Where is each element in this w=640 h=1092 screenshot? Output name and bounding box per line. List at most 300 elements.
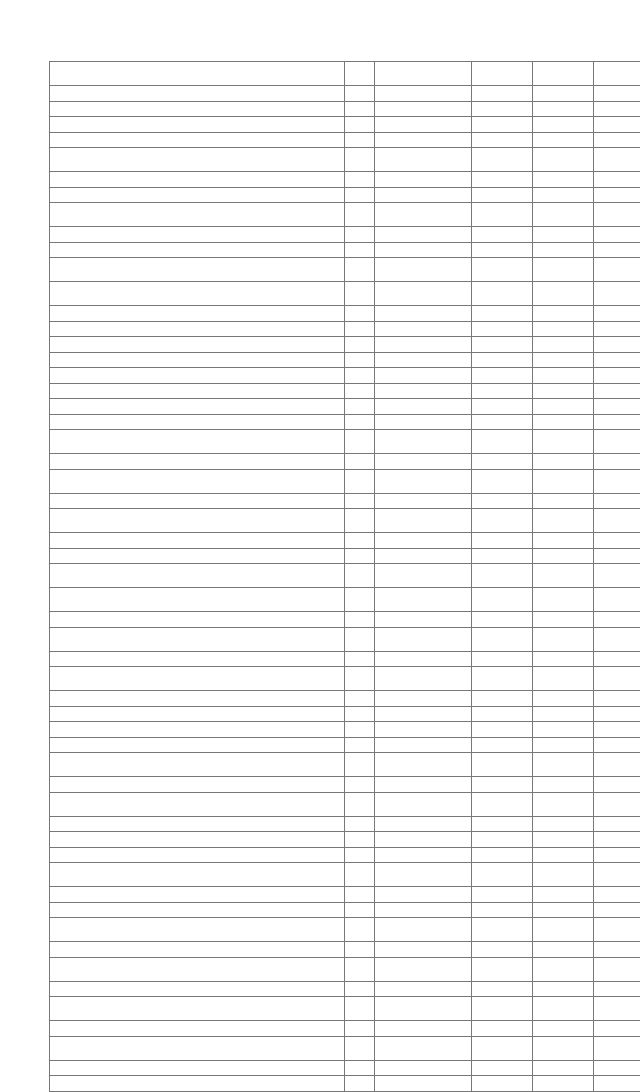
row-executed-cell [533, 1021, 594, 1037]
row-plan-cell [472, 627, 533, 651]
row-executed-cell [533, 454, 594, 470]
row-classification-cell [375, 832, 472, 848]
row-plan-cell [472, 203, 533, 227]
row-name-cell [50, 832, 345, 848]
row-executed-cell [533, 430, 594, 454]
row-name-cell [50, 172, 345, 188]
table-row [50, 337, 640, 353]
row-classification-cell [375, 117, 472, 133]
row-remaining-cell [594, 691, 640, 707]
row-executed-cell [533, 86, 594, 102]
table-row [50, 1036, 640, 1060]
row-name-cell [50, 588, 345, 612]
row-remaining-cell [594, 533, 640, 549]
row-code-cell [345, 306, 375, 322]
table-row [50, 148, 640, 172]
row-name-cell [50, 282, 345, 306]
row-classification-cell [375, 258, 472, 282]
row-remaining-cell [594, 667, 640, 691]
row-executed-cell [533, 383, 594, 399]
row-name-cell [50, 792, 345, 816]
row-plan-cell [472, 863, 533, 887]
row-plan-cell [472, 1076, 533, 1092]
row-name-cell [50, 564, 345, 588]
row-plan-cell [472, 493, 533, 509]
row-remaining-cell [594, 352, 640, 368]
row-name-cell [50, 942, 345, 958]
row-classification-cell [375, 1076, 472, 1092]
row-classification-cell [375, 1060, 472, 1076]
table-row [50, 368, 640, 384]
table-row [50, 352, 640, 368]
row-classification-cell [375, 399, 472, 415]
row-code-cell [345, 62, 375, 86]
row-plan-cell [472, 548, 533, 564]
row-plan-cell [472, 612, 533, 628]
row-remaining-cell [594, 548, 640, 564]
row-name-cell [50, 383, 345, 399]
row-code-cell [345, 588, 375, 612]
row-name-cell [50, 469, 345, 493]
row-remaining-cell [594, 227, 640, 243]
table-row [50, 454, 640, 470]
row-executed-cell [533, 816, 594, 832]
row-classification-cell [375, 533, 472, 549]
row-plan-cell [472, 86, 533, 102]
row-code-cell [345, 737, 375, 753]
row-executed-cell [533, 533, 594, 549]
row-name-cell [50, 368, 345, 384]
row-classification-cell [375, 564, 472, 588]
row-code-cell [345, 227, 375, 243]
row-classification-cell [375, 493, 472, 509]
row-code-cell [345, 282, 375, 306]
row-plan-cell [472, 282, 533, 306]
row-code-cell [345, 1036, 375, 1060]
table-row [50, 863, 640, 887]
row-code-cell [345, 258, 375, 282]
row-executed-cell [533, 132, 594, 148]
row-executed-cell [533, 777, 594, 793]
table-row [50, 1060, 640, 1076]
row-code-cell [345, 832, 375, 848]
row-name-cell [50, 957, 345, 981]
table-row [50, 258, 640, 282]
row-remaining-cell [594, 816, 640, 832]
row-plan-cell [472, 918, 533, 942]
row-remaining-cell [594, 454, 640, 470]
row-name-cell [50, 722, 345, 738]
row-classification-cell [375, 847, 472, 863]
row-code-cell [345, 337, 375, 353]
row-executed-cell [533, 847, 594, 863]
row-classification-cell [375, 509, 472, 533]
row-name-cell [50, 1021, 345, 1037]
row-executed-cell [533, 399, 594, 415]
row-remaining-cell [594, 651, 640, 667]
table-row [50, 493, 640, 509]
row-executed-cell [533, 942, 594, 958]
row-executed-cell [533, 981, 594, 997]
table-row [50, 887, 640, 903]
row-remaining-cell [594, 383, 640, 399]
row-plan-cell [472, 454, 533, 470]
row-executed-cell [533, 792, 594, 816]
row-plan-cell [472, 722, 533, 738]
table-row [50, 651, 640, 667]
row-code-cell [345, 172, 375, 188]
row-code-cell [345, 454, 375, 470]
table-row [50, 203, 640, 227]
row-name-cell [50, 612, 345, 628]
row-remaining-cell [594, 414, 640, 430]
row-name-cell [50, 918, 345, 942]
row-executed-cell [533, 1076, 594, 1092]
row-plan-cell [472, 187, 533, 203]
row-executed-cell [533, 627, 594, 651]
row-code-cell [345, 548, 375, 564]
row-classification-cell [375, 352, 472, 368]
row-classification-cell [375, 706, 472, 722]
row-executed-cell [533, 588, 594, 612]
row-executed-cell [533, 368, 594, 384]
row-plan-cell [472, 847, 533, 863]
row-plan-cell [472, 352, 533, 368]
row-name-cell [50, 399, 345, 415]
table-row [50, 612, 640, 628]
row-executed-cell [533, 918, 594, 942]
row-classification-cell [375, 863, 472, 887]
row-executed-cell [533, 493, 594, 509]
row-code-cell [345, 493, 375, 509]
row-plan-cell [472, 1036, 533, 1060]
row-classification-cell [375, 737, 472, 753]
row-plan-cell [472, 942, 533, 958]
row-name-cell [50, 337, 345, 353]
table-row [50, 414, 640, 430]
row-classification-cell [375, 777, 472, 793]
row-classification-cell [375, 469, 472, 493]
row-code-cell [345, 86, 375, 102]
row-plan-cell [472, 816, 533, 832]
row-plan-cell [472, 414, 533, 430]
row-remaining-cell [594, 887, 640, 903]
row-name-cell [50, 306, 345, 322]
table-row [50, 847, 640, 863]
row-code-cell [345, 1021, 375, 1037]
row-name-cell [50, 227, 345, 243]
row-remaining-cell [594, 942, 640, 958]
row-remaining-cell [594, 101, 640, 117]
row-plan-cell [472, 887, 533, 903]
row-name-cell [50, 651, 345, 667]
row-classification-cell [375, 321, 472, 337]
row-name-cell [50, 509, 345, 533]
row-code-cell [345, 691, 375, 707]
row-code-cell [345, 792, 375, 816]
row-remaining-cell [594, 832, 640, 848]
row-classification-cell [375, 548, 472, 564]
table-row [50, 132, 640, 148]
row-name-cell [50, 493, 345, 509]
row-classification-cell [375, 1021, 472, 1037]
row-name-cell [50, 816, 345, 832]
row-plan-cell [472, 651, 533, 667]
row-plan-cell [472, 337, 533, 353]
row-remaining-cell [594, 588, 640, 612]
row-name-cell [50, 737, 345, 753]
row-classification-cell [375, 651, 472, 667]
row-code-cell [345, 383, 375, 399]
row-plan-cell [472, 172, 533, 188]
row-code-cell [345, 430, 375, 454]
row-name-cell [50, 548, 345, 564]
table-row [50, 667, 640, 691]
row-plan-cell [472, 132, 533, 148]
row-executed-cell [533, 651, 594, 667]
row-classification-cell [375, 132, 472, 148]
row-code-cell [345, 117, 375, 133]
row-name-cell [50, 1060, 345, 1076]
row-classification-cell [375, 203, 472, 227]
row-executed-cell [533, 282, 594, 306]
row-remaining-cell [594, 148, 640, 172]
table-row [50, 832, 640, 848]
row-remaining-cell [594, 132, 640, 148]
row-plan-cell [472, 997, 533, 1021]
row-plan-cell [472, 753, 533, 777]
table-row [50, 533, 640, 549]
table-row [50, 321, 640, 337]
row-name-cell [50, 847, 345, 863]
row-remaining-cell [594, 1060, 640, 1076]
row-code-cell [345, 942, 375, 958]
row-code-cell [345, 816, 375, 832]
row-remaining-cell [594, 469, 640, 493]
row-classification-cell [375, 383, 472, 399]
row-code-cell [345, 469, 375, 493]
table-row [50, 187, 640, 203]
row-remaining-cell [594, 368, 640, 384]
table-row [50, 918, 640, 942]
table-row [50, 564, 640, 588]
row-remaining-cell [594, 737, 640, 753]
row-code-cell [345, 981, 375, 997]
row-code-cell [345, 101, 375, 117]
row-name-cell [50, 454, 345, 470]
row-executed-cell [533, 722, 594, 738]
row-name-cell [50, 902, 345, 918]
row-executed-cell [533, 957, 594, 981]
row-code-cell [345, 847, 375, 863]
row-code-cell [345, 722, 375, 738]
row-name-cell [50, 691, 345, 707]
row-executed-cell [533, 564, 594, 588]
row-classification-cell [375, 997, 472, 1021]
row-remaining-cell [594, 187, 640, 203]
row-code-cell [345, 148, 375, 172]
row-classification-cell [375, 282, 472, 306]
row-executed-cell [533, 414, 594, 430]
table-row [50, 430, 640, 454]
row-classification-cell [375, 368, 472, 384]
row-executed-cell [533, 706, 594, 722]
row-plan-cell [472, 832, 533, 848]
row-name-cell [50, 706, 345, 722]
row-code-cell [345, 651, 375, 667]
row-plan-cell [472, 258, 533, 282]
row-plan-cell [472, 101, 533, 117]
row-executed-cell [533, 187, 594, 203]
row-executed-cell [533, 321, 594, 337]
row-executed-cell [533, 148, 594, 172]
table-row [50, 792, 640, 816]
row-plan-cell [472, 777, 533, 793]
row-remaining-cell [594, 627, 640, 651]
row-name-cell [50, 352, 345, 368]
row-executed-cell [533, 737, 594, 753]
row-executed-cell [533, 753, 594, 777]
row-classification-cell [375, 242, 472, 258]
row-code-cell [345, 509, 375, 533]
row-executed-cell [533, 117, 594, 133]
row-code-cell [345, 1060, 375, 1076]
row-code-cell [345, 414, 375, 430]
table-row [50, 172, 640, 188]
row-executed-cell [533, 863, 594, 887]
row-code-cell [345, 918, 375, 942]
table-row [50, 902, 640, 918]
row-executed-cell [533, 227, 594, 243]
row-classification-cell [375, 172, 472, 188]
row-name-cell [50, 753, 345, 777]
table-row [50, 86, 640, 102]
row-code-cell [345, 187, 375, 203]
row-remaining-cell [594, 203, 640, 227]
row-remaining-cell [594, 1076, 640, 1092]
table-body [50, 62, 640, 1092]
row-plan-cell [472, 509, 533, 533]
row-name-cell [50, 667, 345, 691]
row-plan-cell [472, 383, 533, 399]
row-plan-cell [472, 430, 533, 454]
table-row [50, 383, 640, 399]
row-code-cell [345, 203, 375, 227]
table-row [50, 957, 640, 981]
row-code-cell [345, 612, 375, 628]
row-plan-cell [472, 399, 533, 415]
row-remaining-cell [594, 564, 640, 588]
row-remaining-cell [594, 957, 640, 981]
row-executed-cell [533, 887, 594, 903]
row-plan-cell [472, 148, 533, 172]
table-row [50, 942, 640, 958]
row-name-cell [50, 1076, 345, 1092]
budget-execution-table [49, 61, 640, 1092]
row-plan-cell [472, 957, 533, 981]
row-executed-cell [533, 306, 594, 322]
row-plan-cell [472, 737, 533, 753]
row-classification-cell [375, 612, 472, 628]
row-classification-cell [375, 981, 472, 997]
table-row [50, 753, 640, 777]
row-code-cell [345, 352, 375, 368]
row-classification-cell [375, 414, 472, 430]
table-row [50, 691, 640, 707]
row-code-cell [345, 627, 375, 651]
row-name-cell [50, 86, 345, 102]
row-name-cell [50, 242, 345, 258]
row-plan-cell [472, 533, 533, 549]
row-remaining-cell [594, 306, 640, 322]
row-executed-cell [533, 203, 594, 227]
row-plan-cell [472, 242, 533, 258]
row-code-cell [345, 399, 375, 415]
table-row [50, 706, 640, 722]
row-name-cell [50, 148, 345, 172]
row-classification-cell [375, 454, 472, 470]
row-name-cell [50, 863, 345, 887]
table-row [50, 737, 640, 753]
table-row [50, 627, 640, 651]
row-remaining-cell [594, 509, 640, 533]
table-row [50, 1076, 640, 1092]
table-row [50, 548, 640, 564]
row-executed-cell [533, 352, 594, 368]
row-name-cell [50, 321, 345, 337]
table-row [50, 509, 640, 533]
row-classification-cell [375, 430, 472, 454]
row-name-cell [50, 997, 345, 1021]
row-plan-cell [472, 902, 533, 918]
row-remaining-cell [594, 1036, 640, 1060]
row-name-cell [50, 258, 345, 282]
row-classification-cell [375, 942, 472, 958]
row-classification-cell [375, 101, 472, 117]
row-remaining-cell [594, 706, 640, 722]
page-number [0, 20, 640, 30]
row-remaining-cell [594, 1021, 640, 1037]
row-executed-cell [533, 242, 594, 258]
row-executed-cell [533, 172, 594, 188]
row-name-cell [50, 203, 345, 227]
row-plan-cell [472, 706, 533, 722]
row-code-cell [345, 242, 375, 258]
row-plan-cell [472, 306, 533, 322]
row-classification-cell [375, 227, 472, 243]
row-plan-cell [472, 117, 533, 133]
row-remaining-cell [594, 918, 640, 942]
row-remaining-cell [594, 117, 640, 133]
row-executed-cell [533, 469, 594, 493]
row-executed-cell [533, 337, 594, 353]
table-row [50, 997, 640, 1021]
row-remaining-cell [594, 430, 640, 454]
table-row [50, 722, 640, 738]
row-classification-cell [375, 187, 472, 203]
row-remaining-cell [594, 997, 640, 1021]
row-executed-cell [533, 902, 594, 918]
row-remaining-cell [594, 337, 640, 353]
row-code-cell [345, 132, 375, 148]
row-code-cell [345, 753, 375, 777]
row-plan-cell [472, 1060, 533, 1076]
row-code-cell [345, 777, 375, 793]
row-plan-cell [472, 691, 533, 707]
row-code-cell [345, 706, 375, 722]
row-name-cell [50, 414, 345, 430]
row-remaining-cell [594, 863, 640, 887]
